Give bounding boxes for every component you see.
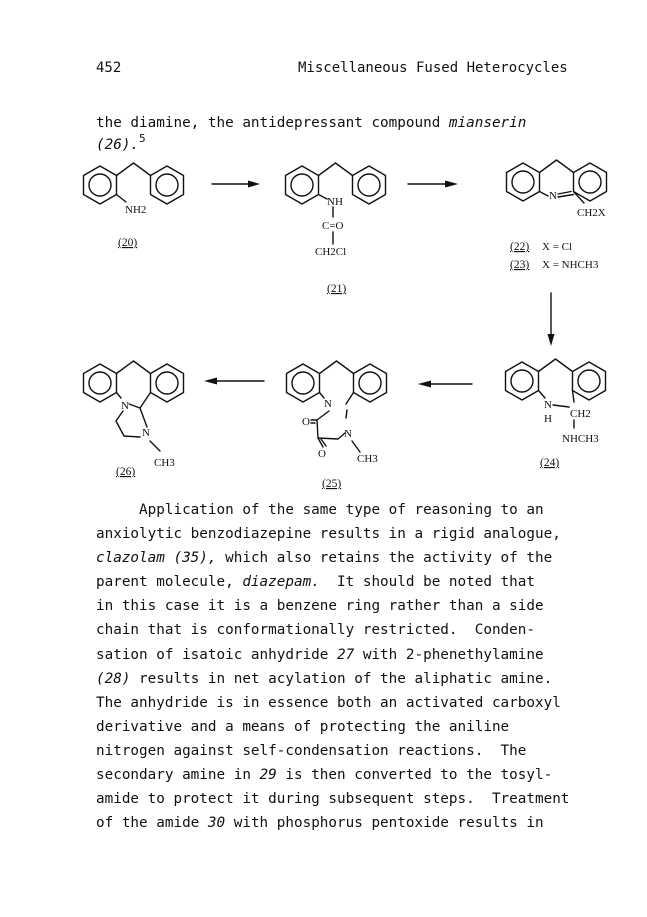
body-paragraph <box>96 498 616 835</box>
body-text-run: with 2-phenethylamine <box>354 646 544 663</box>
body-text-run: It should be noted that <box>319 574 535 591</box>
body-text-run: amide to protect it during subsequent steps. Treatment <box>96 791 570 808</box>
oxo-label-2: O <box>318 448 326 460</box>
structure-25 <box>287 361 387 452</box>
body-text-run: Application of the same type of reasoning to an <box>96 502 544 518</box>
body-line <box>96 667 616 691</box>
body-text-run: with phosphorus pentoxide results in <box>225 815 544 832</box>
compound-21-label: (21) <box>327 283 347 295</box>
italic-term: 27 <box>337 646 355 663</box>
body-line <box>96 715 616 739</box>
compound-23-label: (23) <box>510 259 530 271</box>
body-line <box>96 546 616 570</box>
body-line <box>96 618 616 642</box>
page-number: 452 <box>96 60 122 76</box>
body-text-run: secondary amine in <box>96 767 260 784</box>
compound-23-substituent: X = NHCH3 <box>542 259 599 271</box>
italic-term: 29 <box>259 767 277 784</box>
amine-h-label: H <box>544 413 552 425</box>
body-line <box>96 570 616 594</box>
running-title: Miscellaneous Fused Heterocycles <box>298 60 568 76</box>
ch2cl-label: CH2Cl <box>315 246 347 258</box>
body-text-run: in this case it is a benzene ring rather than a side <box>96 598 544 615</box>
mianserin-ref: (26). <box>96 137 140 153</box>
ch3-label-25: CH3 <box>357 453 378 465</box>
body-line <box>96 498 616 522</box>
ch2x-label: CH2X <box>577 207 606 219</box>
italic-term: (28) <box>96 670 131 687</box>
carbonyl-label: C=O <box>322 220 344 232</box>
italic-term: diazepam. <box>242 574 320 591</box>
body-text-run: is then converted to the tosyl- <box>276 767 553 784</box>
body-text-run: sation of isatoic anhydride <box>96 646 338 663</box>
ring-n-label: N <box>121 400 129 412</box>
ch3-label-26: CH3 <box>154 457 175 469</box>
body-line <box>96 691 616 715</box>
body-text-run: nitrogen against self-condensation reactions. The <box>96 742 527 759</box>
body-text-run: chain that is conformationally restricted. Conden- <box>96 622 535 639</box>
compound-20-label: (20) <box>118 237 138 249</box>
body-line <box>96 643 616 667</box>
structure-26 <box>84 361 184 451</box>
structure-20 <box>84 163 184 204</box>
imine-n-label: N <box>549 190 557 202</box>
italic-term: clazolam (35), <box>96 550 217 567</box>
compound-25-label: (25) <box>322 478 342 490</box>
mianserin-name: mianserin <box>448 115 527 131</box>
body-text-run: parent molecule, <box>96 574 243 591</box>
body-text-run: derivative and a means of protecting the aniline <box>96 718 510 735</box>
intro-line-1-text: the diamine, the antidepressant compound <box>96 115 449 131</box>
body-line <box>96 594 616 618</box>
ch2-label: CH2 <box>570 408 591 420</box>
body-text-run: of the amide <box>96 815 208 832</box>
body-line <box>96 787 616 811</box>
nh2-label: NH2 <box>125 204 147 216</box>
body-text-run: which also retains the activity of the <box>216 550 553 567</box>
compound-26-label: (26) <box>116 466 136 478</box>
amide-n-label: N <box>344 428 352 440</box>
footnote-marker: 5 <box>139 132 146 145</box>
body-line <box>96 739 616 763</box>
body-text-run: results in net acylation of the aliphatic amine. <box>130 670 553 687</box>
nhch3-label: NHCH3 <box>562 433 599 445</box>
nh-label: NH <box>327 196 343 208</box>
body-text-run: The anhydride is in essence both an activated carboxyl <box>96 694 561 711</box>
body-text-run: anxiolytic benzodiazepine results in a rigid analogue, <box>96 526 561 543</box>
body-line <box>96 522 616 546</box>
compound-22-substituent: X = Cl <box>542 241 573 253</box>
oxo-label-1: O <box>302 416 310 428</box>
methyl-n-label: N <box>142 427 150 439</box>
body-line <box>96 763 616 787</box>
italic-term: 30 <box>207 815 226 832</box>
compound-22-label: (22) <box>510 241 530 253</box>
compound-24-label: (24) <box>540 457 560 469</box>
lactam-n-label: N <box>324 398 332 410</box>
amine-n-label: N <box>544 399 552 411</box>
body-line <box>96 811 616 835</box>
